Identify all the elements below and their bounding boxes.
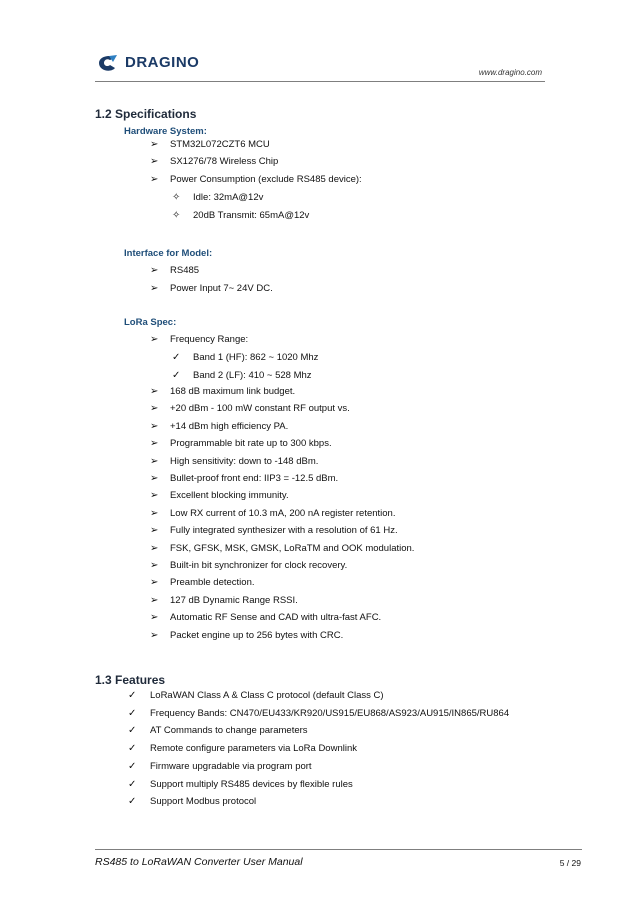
section-title-specifications: 1.2 Specifications [95, 107, 197, 121]
arrow-bullet-icon: ➢ [150, 420, 159, 432]
section-title-features: 1.3 Features [95, 673, 166, 687]
list-item: 168 dB maximum link budget. [170, 386, 296, 397]
list-item: STM32L072CZT6 MCU [170, 139, 270, 150]
arrow-bullet-icon: ➢ [150, 560, 159, 571]
list-item: Packet engine up to 256 bytes with CRC. [170, 629, 344, 641]
check-bullet-icon: ✓ [128, 760, 137, 772]
arrow-bullet-icon: ➢ [150, 265, 159, 276]
interface-heading: Interface for Model: [124, 248, 213, 259]
arrow-bullet-icon: ➢ [150, 577, 159, 589]
list-item: Bullet-proof front end: IIP3 = -12.5 dBm. [170, 473, 339, 484]
check-bullet-icon: ✓ [128, 707, 137, 719]
check-bullet-icon: ✓ [128, 690, 137, 701]
arrow-bullet-icon: ➢ [150, 438, 159, 450]
list-item: Power Consumption (exclude RS485 device): [170, 174, 362, 185]
arrow-bullet-icon: ➢ [150, 525, 159, 537]
list-item: Support Modbus protocol [150, 796, 257, 808]
check-bullet-icon: ✓ [172, 369, 181, 381]
arrow-bullet-icon: ➢ [150, 612, 159, 624]
list-item: Band 1 (HF): 862 ~ 1020 Mhz [193, 352, 319, 363]
list-item: RS485 [170, 265, 200, 276]
arrow-bullet-icon: ➢ [150, 594, 159, 606]
list-item: Support multiply RS485 devices by flexible rules [150, 778, 353, 790]
footer-divider [95, 849, 582, 850]
list-item: Frequency Range: [170, 334, 249, 345]
arrow-bullet-icon: ➢ [150, 473, 159, 484]
hardware-heading: Hardware System: [124, 126, 207, 137]
check-bullet-icon: ✓ [128, 725, 137, 737]
arrow-bullet-icon: ➢ [150, 139, 159, 150]
arrow-bullet-icon: ➢ [150, 629, 159, 641]
arrow-bullet-icon: ➢ [150, 542, 159, 554]
check-bullet-icon: ✓ [128, 796, 137, 808]
list-item: Remote configure parameters via LoRa Downlink [150, 743, 357, 755]
logo-wordmark: DRAGINO [125, 54, 200, 71]
diamond-bullet-icon: ✧ [172, 210, 181, 221]
list-item: +14 dBm high efficiency PA. [170, 420, 289, 432]
arrow-bullet-icon: ➢ [150, 386, 159, 397]
list-item: Low RX current of 10.3 mA, 200 nA register retention. [170, 507, 396, 519]
check-bullet-icon: ✓ [172, 352, 181, 363]
list-item: 127 dB Dynamic Range RSSI. [170, 594, 298, 606]
arrow-bullet-icon: ➢ [150, 174, 159, 185]
list-item: Excellent blocking immunity. [170, 490, 289, 502]
list-item: High sensitivity: down to -148 dBm. [170, 455, 319, 467]
list-item: 20dB Transmit: 65mA@12v [193, 210, 310, 221]
list-item: LoRaWAN Class A & Class C protocol (default Class C) [150, 690, 384, 701]
list-item: Frequency Bands: CN470/EU433/KR920/US915/EU868/AS923/AU915/IN865/RU864 [150, 707, 510, 719]
list-item: SX1276/78 Wireless Chip [170, 156, 279, 167]
list-item: FSK, GFSK, MSK, GMSK, LoRaTM and OOK modulation. [170, 542, 415, 554]
arrow-bullet-icon: ➢ [150, 156, 159, 167]
page-number: 5 / 29 [559, 858, 581, 868]
arrow-bullet-icon: ➢ [150, 334, 159, 345]
arrow-bullet-icon: ➢ [150, 283, 159, 294]
arrow-bullet-icon: ➢ [150, 507, 159, 519]
header-divider [95, 81, 545, 82]
check-bullet-icon: ✓ [128, 743, 137, 755]
arrow-bullet-icon: ➢ [150, 403, 159, 415]
list-item: AT Commands to change parameters [150, 725, 308, 737]
list-item: Automatic RF Sense and CAD with ultra-fast AFC. [170, 612, 382, 624]
list-item: Band 2 (LF): 410 ~ 528 Mhz [193, 369, 312, 381]
list-item: +20 dBm - 100 mW constant RF output vs. [170, 403, 350, 415]
list-item: Programmable bit rate up to 300 kbps. [170, 438, 332, 450]
list-item: Preamble detection. [170, 577, 255, 589]
list-item: Power Input 7~ 24V DC. [170, 283, 273, 294]
lora-heading: LoRa Spec: [124, 317, 177, 328]
diamond-bullet-icon: ✧ [172, 192, 181, 203]
check-bullet-icon: ✓ [128, 778, 137, 790]
footer-manual-title: RS485 to LoRaWAN Converter User Manual [95, 856, 303, 868]
list-item: Idle: 32mA@12v [193, 192, 264, 203]
list-item: Built-in bit synchronizer for clock recovery. [170, 560, 348, 571]
list-item: Fully integrated synthesizer with a resolution of 61 Hz. [170, 525, 398, 537]
arrow-bullet-icon: ➢ [150, 455, 159, 467]
arrow-bullet-icon: ➢ [150, 490, 159, 502]
list-item: Firmware upgradable via program port [150, 760, 312, 772]
website-url: www.dragino.com [478, 68, 542, 77]
